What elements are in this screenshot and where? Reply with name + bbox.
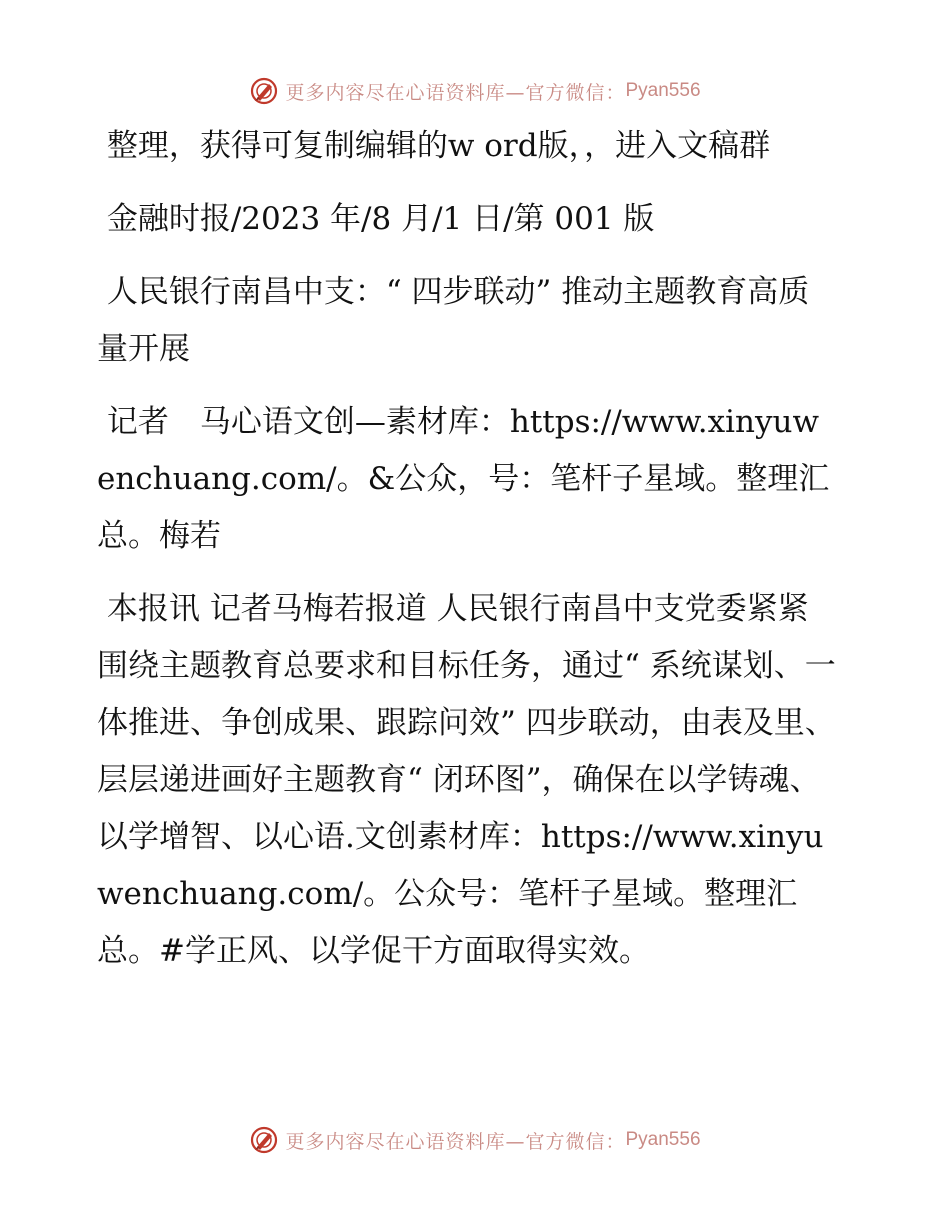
header-banner-wechat-id: Pyan556	[625, 80, 701, 101]
byline: 记者 马心语文创—素材库：https://www.xinyuwenchuang.com/。&公众，号：笔杆子星域。整理汇总。梅若	[97, 404, 830, 554]
footer-banner-text: 更多内容尽在心语资料库—官方微信：	[285, 1130, 626, 1153]
pen-nib-logo-icon	[249, 1125, 279, 1155]
pen-nib-logo-icon	[249, 76, 279, 106]
document-body	[97, 118, 837, 996]
header-banner	[0, 71, 950, 111]
source-line: 金融时报/2023 年/8 月/1 日/第 001 版	[97, 201, 655, 237]
intro-paragraph: 整理，获得可复制编辑的w ord版，，进入文稿群	[97, 128, 771, 164]
header-banner-text: 更多内容尽在心语资料库—官方微信：	[285, 81, 626, 104]
headline: 人民银行南昌中支：“ 四步联动” 推动主题教育高质量开展	[97, 274, 810, 367]
footer-banner-wechat-id: Pyan556	[625, 1129, 701, 1150]
footer-banner	[0, 1120, 950, 1160]
article-paragraph: 本报讯 记者马梅若报道 人民银行南昌中支党委紧紧围绕主题教育总要求和目标任务，通过“ 系统谋划、一体推进、争创成果、跟踪问效” 四步联动，由表及里、层层递进画好主题教育“ 闭环图”，确保在以学铸魂、以学增智、以心语.文创素材库：https://www.xinyuwenchuang.com/。公众号：笔杆子星域。整理汇总。#学正风、以学促干方面取得实效。	[97, 591, 836, 969]
